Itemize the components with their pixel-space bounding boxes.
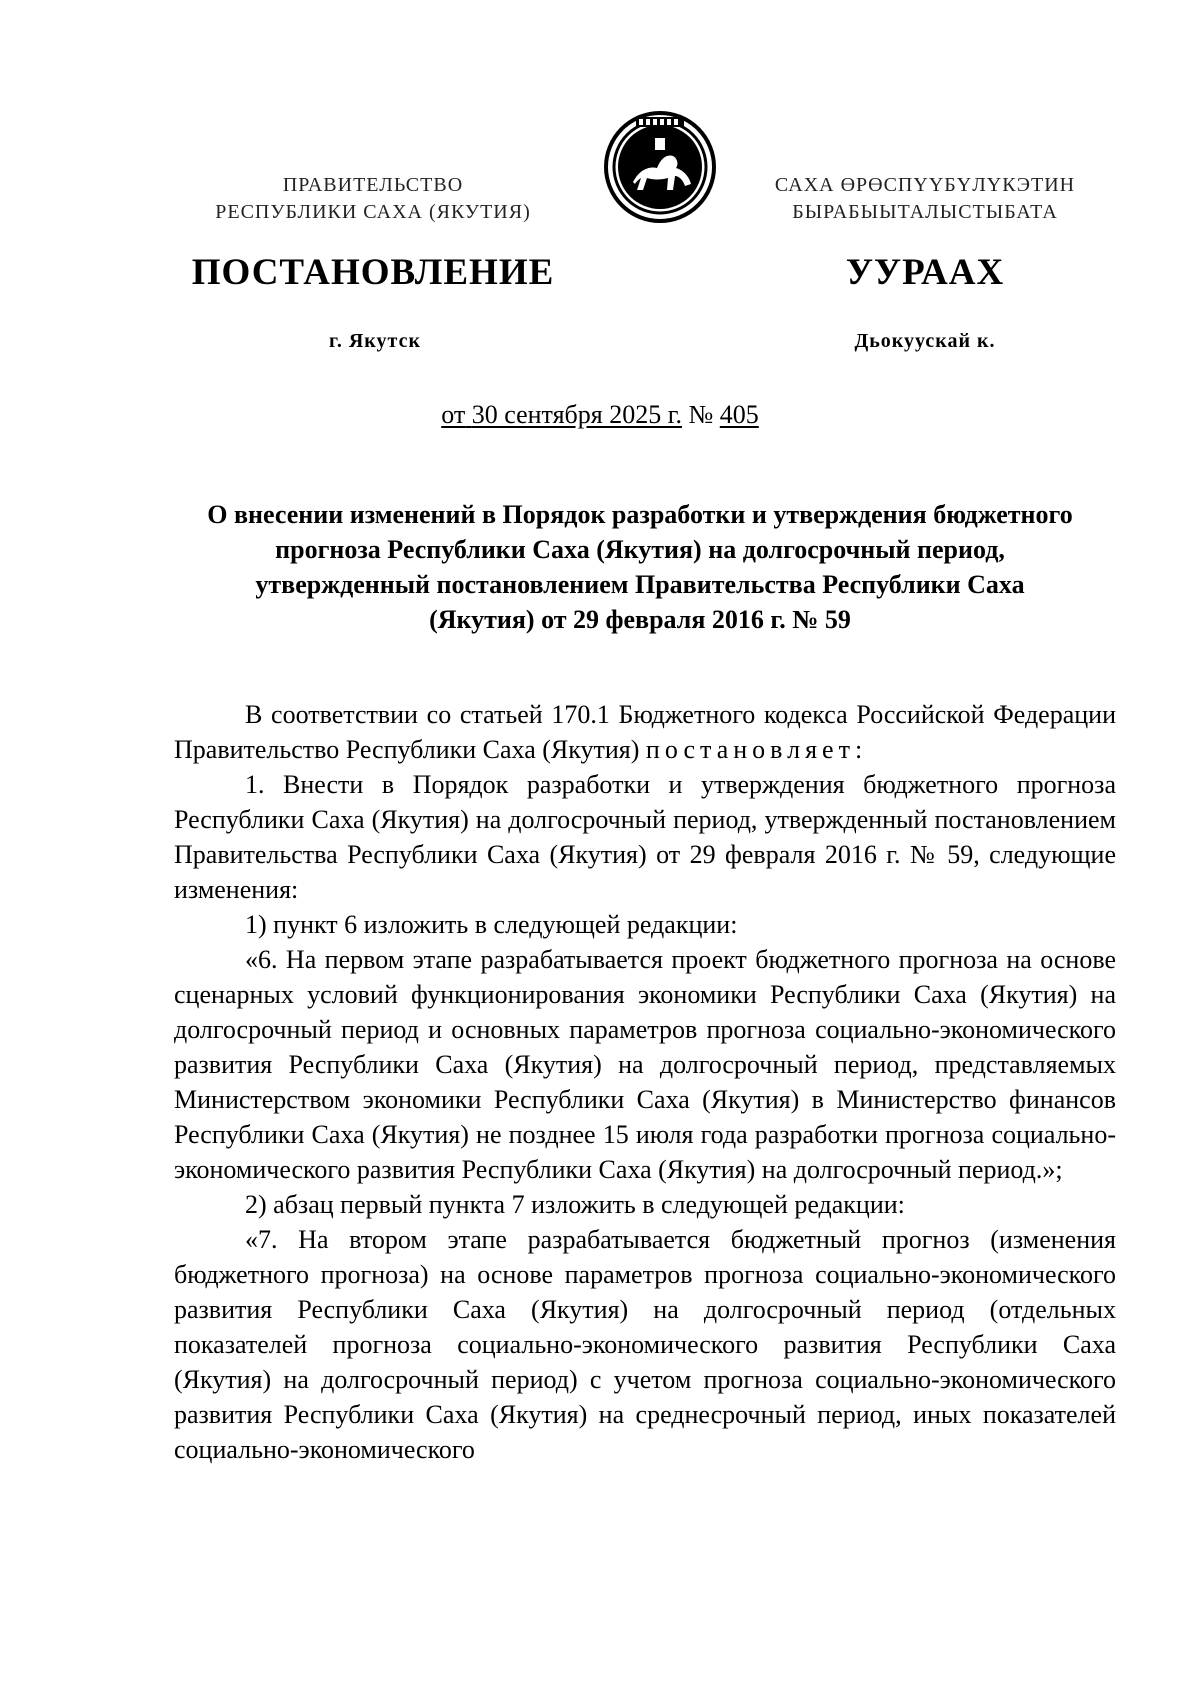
document-date-line — [0, 400, 1200, 430]
document-title: О внесении изменений в Порядок разработки и утверждения бюджетного прогноза Республики Саха (Якутия) на долгосрочный период, утвержденный постановлением Правительства Республики Саха (Якутия) от 29 февраля 2016 г. № 59 — [207, 500, 1073, 634]
header-right-line1: САХА ӨРӨСПҮҮБҮЛҮКЭТИН — [774, 174, 1076, 196]
body-paragraph — [174, 697, 1116, 767]
doc-type-yakut: УУРААХ — [845, 252, 1005, 293]
header-left — [183, 172, 563, 226]
coat-of-arms-icon — [603, 110, 717, 224]
date-prefix: от — [441, 400, 466, 429]
header-left-line2: РЕСПУБЛИКИ САХА (ЯКУТИЯ) — [215, 201, 531, 223]
paragraph-text: В соответствии со статьей 170.1 Бюджетного кодекса Российской Федерации Правительство Республики Саха (Якутия) — [174, 700, 1116, 764]
paragraph-end: : — [854, 735, 863, 764]
body-paragraph: 2) абзац первый пункта 7 изложить в следующей редакции: — [245, 1190, 905, 1219]
header-right-line2: БЫРАБЫЫТАЛЫСТЫБАТА — [792, 201, 1058, 223]
body-paragraph: «6. На первом этапе разрабатывается проект бюджетного прогноза на основе сценарных условий функционирования экономики Республики Саха (Якутия) на долгосрочный период и основных параметров прогноза социально-экономического развития Республики Саха (Якутия) на долгосрочный период, представляемых Министерством экономики Республики Саха (Якутия) в Министерство финансов Республики Саха (Якутия) не позднее 15 июля года разработки прогноза социально-экономического развития Республики Саха (Якутия) на долгосрочный период.»; — [174, 945, 1116, 1184]
city-russian: г. Якутск — [329, 330, 421, 352]
body-paragraph: 1) пункт 6 изложить в следующей редакции: — [245, 910, 738, 939]
city-yakut: Дьокуускай к. — [854, 330, 996, 352]
decree-word: постановляет — [645, 735, 855, 764]
document-date: 30 сентября 2025 г. — [471, 400, 682, 429]
header-right — [735, 172, 1115, 226]
body-paragraph: «7. На втором этапе разрабатывается бюджетный прогноз (изменения бюджетного прогноза) на основе параметров прогноза социально-экономического развития Республики Саха (Якутия) на долгосрочный период (отдельных показателей прогноза социально-экономического развития Республики Саха (Якутия) на долгосрочный период) с учетом прогноза социально-экономического развития Республики Саха (Якутия) на среднесрочный период, иных показателей социально-экономического — [174, 1225, 1116, 1464]
header-left-line1: ПРАВИТЕЛЬСТВО — [282, 174, 464, 196]
doc-type-russian: ПОСТАНОВЛЕНИЕ — [191, 252, 555, 293]
number-sign: № — [688, 400, 714, 429]
document-body — [174, 697, 1116, 1467]
document-number: 405 — [719, 400, 759, 429]
body-paragraph: 1. Внести в Порядок разработки и утверждения бюджетного прогноза Республики Саха (Якутия) на долгосрочный период, утвержденный постановлением Правительства Республики Саха (Якутия) от 29 февраля 2016 г. № 59, следующие изменения: — [174, 770, 1116, 904]
